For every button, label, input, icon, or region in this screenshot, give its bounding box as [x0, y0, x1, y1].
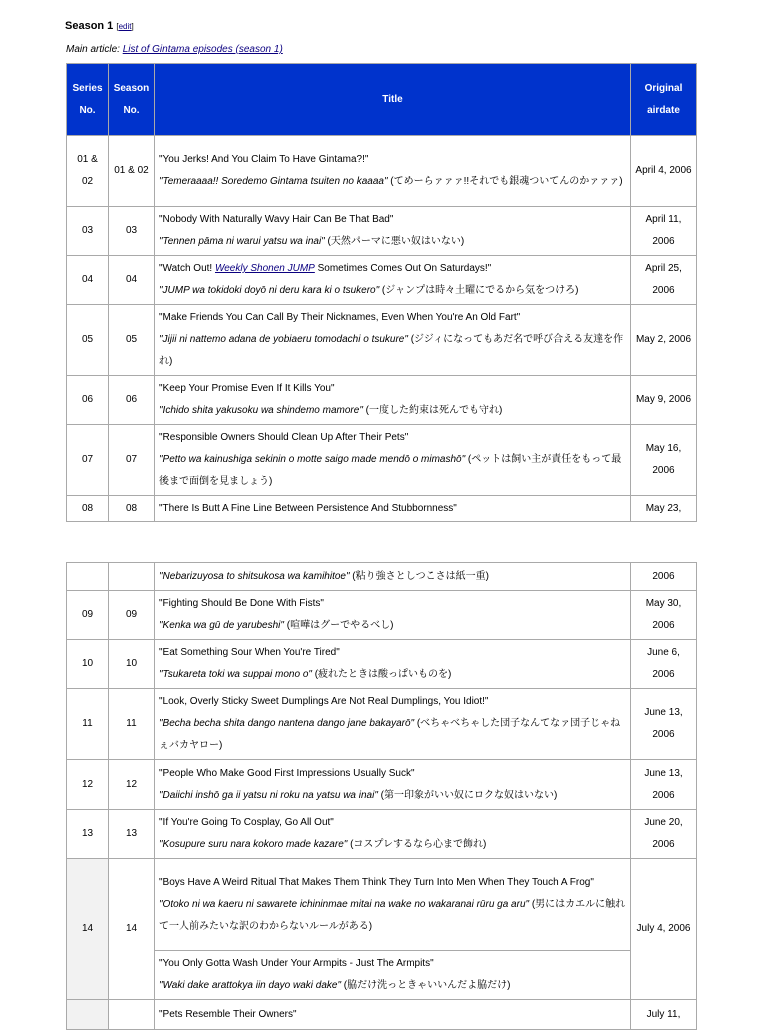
episode-title — [155, 591, 631, 640]
airdate: June 13, 2006 — [631, 689, 697, 760]
title-english: "Eat Something Sour When You're Tired" — [159, 647, 340, 658]
series-number: 13 — [67, 810, 109, 859]
main-article-prefix: Main article: — [66, 44, 120, 55]
episode-table-bottom — [66, 562, 697, 1030]
episode-title — [155, 305, 631, 376]
title-japanese: (喧嘩はグーでやるべし) — [283, 620, 394, 631]
edit-link[interactable]: edit — [118, 22, 132, 31]
season-number: 04 — [109, 256, 155, 305]
main-article-note — [66, 44, 283, 55]
airdate: May 2, 2006 — [631, 305, 697, 376]
edit-bracket-open: [ — [116, 22, 119, 31]
episode-title — [155, 951, 631, 1000]
airdate: April 25, 2006 — [631, 256, 697, 305]
season-number: 03 — [109, 207, 155, 256]
series-number: 14 — [67, 859, 109, 1000]
season-number: 09 — [109, 591, 155, 640]
series-number: 05 — [67, 305, 109, 376]
title-japanese: (コスプレするなら心まで飾れ) — [347, 839, 487, 850]
series-number: 01 & 02 — [67, 136, 109, 207]
season-number: 11 — [109, 689, 155, 760]
series-number: 06 — [67, 376, 109, 425]
table-row — [67, 640, 697, 689]
table-row — [67, 689, 697, 760]
title-japanese: (ジャンプは時々土曜にでるから気をつけろ) — [379, 285, 579, 296]
episode-title — [155, 425, 631, 496]
episode-title — [155, 256, 631, 305]
season-number: 06 — [109, 376, 155, 425]
title-english-pre: "Watch Out! — [159, 263, 215, 274]
table-row — [67, 496, 697, 522]
series-number: 09 — [67, 591, 109, 640]
title-english: "Nobody With Naturally Wavy Hair Can Be That Bad" — [159, 214, 394, 225]
table-row — [67, 136, 697, 207]
season-number: 08 — [109, 496, 155, 522]
episode-title — [155, 376, 631, 425]
airdate: July 4, 2006 — [631, 859, 697, 1000]
airdate: July 11, — [631, 1000, 697, 1030]
main-article-link[interactable]: List of Gintama episodes (season 1) — [122, 44, 283, 55]
title-english: "If You're Going To Cosplay, Go All Out" — [159, 817, 334, 828]
title-english: "Keep Your Promise Even If It Kills You" — [159, 383, 335, 394]
section-title: Season 1 — [65, 20, 114, 32]
title-english: "Boys Have A Weird Ritual That Makes Them Think They Turn Into Men When They Touch A Frog" — [159, 876, 594, 888]
title-romaji: "JUMP wa tokidoki doyō ni deru kara ki o tsukero" — [159, 285, 380, 296]
episode-table-top — [66, 63, 697, 522]
title-japanese: (男にはカエルに触れて一人前みたいな訳のわからないルールがある) — [159, 898, 626, 932]
title-english: "Fighting Should Be Done With Fists" — [159, 598, 324, 609]
title-english: "Responsible Owners Should Clean Up After Their Pets" — [159, 432, 409, 443]
season-number: 12 — [109, 760, 155, 810]
title-english — [159, 258, 626, 280]
title-english: "There Is Butt A Fine Line Between Persistence And Stubbornness" — [155, 496, 631, 522]
series-number: 08 — [67, 496, 109, 522]
title-romaji: "Becha becha shita dango nantena dango jane bakayarō" — [159, 718, 415, 729]
title-romaji: "Tsukareta toki wa suppai mono o" — [159, 669, 312, 680]
title-english: "You Jerks! And You Claim To Have Gintama?!" — [159, 154, 369, 165]
edit-bracket-close: ] — [131, 22, 134, 31]
table-row — [67, 305, 697, 376]
airdate: June 6, 2006 — [631, 640, 697, 689]
airdate: May 9, 2006 — [631, 376, 697, 425]
title-romaji: "Otoko ni wa kaeru ni sawarete ichininmae mitai na wake no wakaranai rūru ga aru" — [159, 898, 530, 910]
season-number: 14 — [109, 859, 155, 1000]
episode-title — [155, 640, 631, 689]
airdate: June 20, 2006 — [631, 810, 697, 859]
title-romaji: "Kenka wa gū de yarubeshi" — [159, 620, 284, 631]
title-romaji: "Tennen pāma ni warui yatsu wa inai" — [159, 236, 325, 247]
weekly-shonen-jump-link[interactable]: Weekly Shonen JUMP — [214, 263, 315, 274]
airdate: May 30, 2006 — [631, 591, 697, 640]
table-row — [67, 256, 697, 305]
title-english: "Make Friends You Can Call By Their Nicknames, Even When You're An Old Fart" — [159, 312, 521, 323]
airdate: May 16, 2006 — [631, 425, 697, 496]
episode-title — [155, 207, 631, 256]
episode-title — [155, 810, 631, 859]
table-row — [67, 951, 697, 1000]
table-row — [67, 207, 697, 256]
title-romaji: "Nebarizuyosa to shitsukosa wa kamihitoe" — [159, 570, 350, 582]
series-number — [67, 1000, 109, 1030]
title-english: "Pets Resemble Their Owners" — [155, 1000, 631, 1030]
title-romaji: "Waki dake arattokya iin dayo waki dake" — [159, 980, 342, 991]
table-row — [67, 425, 697, 496]
table-row — [67, 760, 697, 810]
airdate: April 4, 2006 — [631, 136, 697, 207]
title-romaji: "Ichido shita yakusoku wa shindemo mamore" — [159, 405, 363, 416]
season-number: 01 & 02 — [109, 136, 155, 207]
season-number — [109, 563, 155, 591]
title-romaji: "Kosupure suru nara kokoro made kazare" — [159, 839, 348, 850]
season-number: 10 — [109, 640, 155, 689]
header-series: Series No. — [67, 64, 109, 136]
title-japanese: (一度した約束は死んでも守れ) — [362, 405, 503, 416]
series-number: 04 — [67, 256, 109, 305]
title-romaji: "Temeraaaa!! Soredemo Gintama tsuiten no kaaaa" — [159, 176, 388, 187]
table-row — [67, 1000, 697, 1030]
title-japanese: (粘り強さとしつこさは紙一重) — [349, 570, 489, 582]
series-number: 03 — [67, 207, 109, 256]
title-english: "Look, Overly Sticky Sweet Dumplings Are Not Real Dumplings, You Idiot!" — [159, 696, 489, 707]
title-english: "People Who Make Good First Impressions Usually Suck" — [159, 767, 415, 779]
title-japanese: (ジジィになってもあだ名で呼び合える友達を作れ) — [159, 334, 624, 367]
header-season: Season No. — [109, 64, 155, 136]
series-number — [67, 563, 109, 591]
airdate: April 11, 2006 — [631, 207, 697, 256]
section-heading — [65, 20, 134, 32]
episode-title — [155, 563, 631, 591]
series-number: 07 — [67, 425, 109, 496]
episode-title — [155, 136, 631, 207]
airdate: 2006 — [631, 563, 697, 591]
title-japanese: (ペットは飼い主が責任をもって最後まで面倒を見ましょう) — [159, 454, 622, 487]
table-row — [67, 563, 697, 591]
header-title: Title — [155, 64, 631, 136]
table-row — [67, 376, 697, 425]
series-number: 10 — [67, 640, 109, 689]
title-japanese: (べちゃべちゃした団子なんてなァ団子じゃねぇバカヤロー) — [159, 718, 621, 751]
episode-title — [155, 689, 631, 760]
series-number: 12 — [67, 760, 109, 810]
table-row — [67, 859, 697, 951]
episode-title — [155, 859, 631, 951]
title-japanese: (脇だけ洗っときゃいいんだよ脇だけ) — [341, 980, 511, 991]
season-number: 07 — [109, 425, 155, 496]
title-japanese: (第一印象がいい奴にロクな奴はいない) — [377, 789, 558, 801]
title-japanese: (天然パーマに悪い奴はいない) — [324, 236, 465, 247]
airdate: June 13, 2006 — [631, 760, 697, 810]
table-row — [67, 591, 697, 640]
table-row — [67, 810, 697, 859]
title-english-post: Sometimes Comes Out On Saturdays!" — [314, 263, 492, 274]
season-number: 05 — [109, 305, 155, 376]
episode-title — [155, 760, 631, 810]
title-romaji: "Daiichi inshō ga ii yatsu ni roku na yatsu wa inai" — [159, 789, 378, 801]
season-number: 13 — [109, 810, 155, 859]
series-number: 11 — [67, 689, 109, 760]
title-english: "You Only Gotta Wash Under Your Armpits - Just The Armpits" — [159, 958, 434, 969]
season-number — [109, 1000, 155, 1030]
title-japanese: (てめーらァァァ!!それでも銀魂ついてんのかァァァ) — [387, 176, 623, 187]
title-japanese: (疲れたときは酸っぱいものを) — [311, 669, 452, 680]
title-romaji: "Petto wa kainushiga sekinin o motte saigo made mendō o mimashō" — [159, 454, 466, 465]
title-romaji: "Jijii ni nattemo adana de yobiaeru tomodachi o tsukure" — [159, 334, 408, 345]
airdate: May 23, — [631, 496, 697, 522]
header-airdate: Original airdate — [631, 64, 697, 136]
